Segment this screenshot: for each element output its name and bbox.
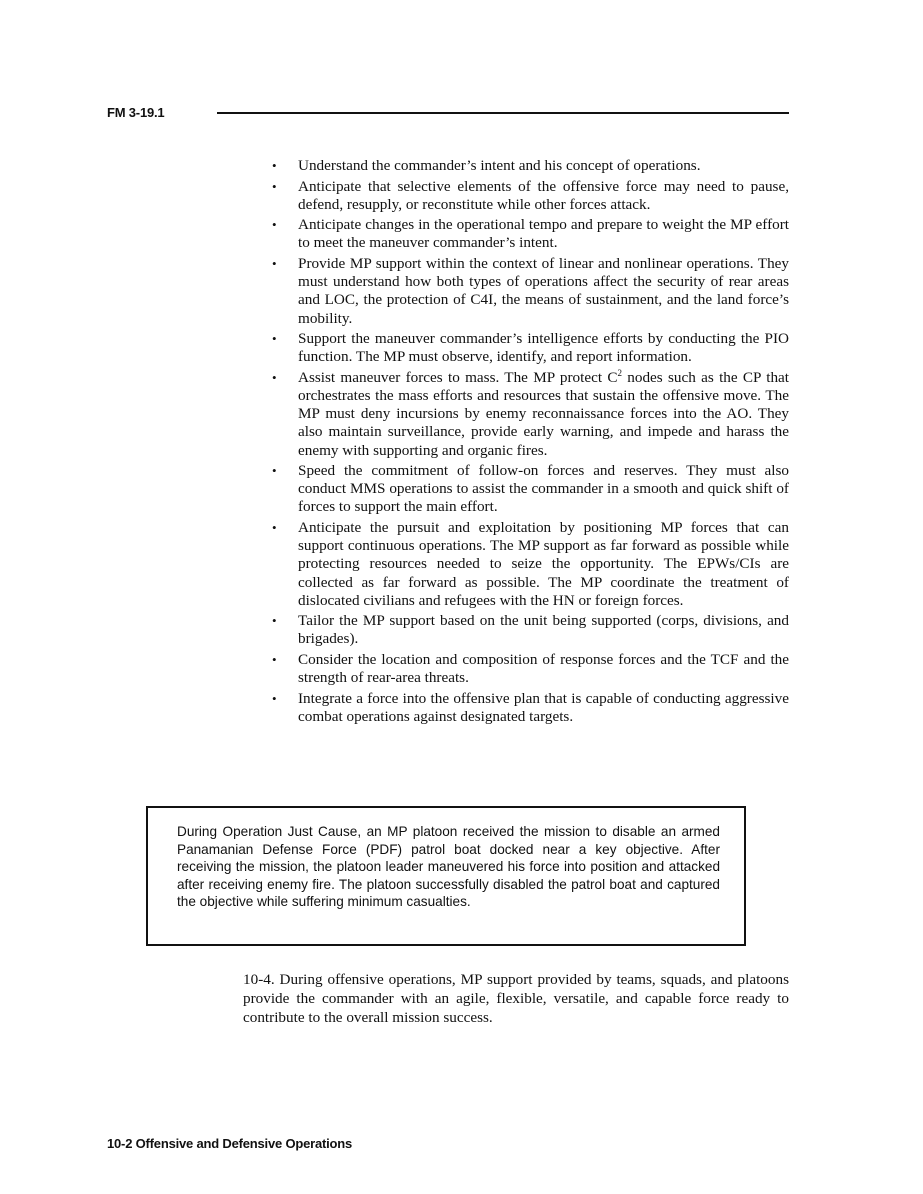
bullet-item [270,690,789,726]
page-header [107,105,789,123]
bullet-list [270,157,789,728]
bullet-text-after: nodes such as the CP that orchestrates the mass efforts and resources that sustain the offensive move. The MP must deny incursions by enemy reconnaissance forces into the AO. They also maintain surveillance, provide early warning, and impede and harass the enemy with supporting and organic fires. [298,368,789,459]
bullet-dot-icon: • [272,178,277,194]
bullet-text: Integrate a force into the offensive plan that is capable of conducting aggressive combat operations against designated targets. [298,689,789,725]
vignette-text: During Operation Just Cause, an MP platoon received the mission to disable an armed Panamanian Defense Force (PDF) patrol boat docked near a key objective. After receiving the mission, the platoon leader maneuvered his force into position and attacked after receiving enemy fire. The platoon successfully disabled the patrol boat and captured the objective while suffering minimum casualties. [177,824,720,910]
bullet-dot-icon: • [272,217,277,233]
paragraph-10-4: 10-4. During offensive operations, MP support provided by teams, squads, and platoons provide the commander with an agile, flexible, versatile, and capable force ready to contribute to the overall mission success. [243,971,789,1026]
bullet-text: Anticipate changes in the operational tempo and prepare to weight the MP effort to meet the maneuver commander’s intent. [298,216,789,252]
bullet-text: Anticipate that selective elements of the offensive force may need to pause, defend, resupply, or reconstitute while other forces attack. [298,177,789,213]
bullet-text: Anticipate the pursuit and exploitation by positioning MP forces that can support continuous operations. The MP support as far forward as possible while protecting resources needed to seize the opportunity. The EPWs/CIs are collected as far forward as possible. The MP coordinate the treatment of dislocated civilians and refugees with the HN or foreign forces. [298,518,789,609]
bullet-text: Provide MP support within the context of linear and nonlinear operations. They must understand how both types of operations affect the security of rear areas and LOC, the protection of C4I, the means of sustainment, and the land force’s mobility. [298,254,789,327]
bullet-item [270,462,789,517]
bullet-item [270,369,789,460]
bullet-dot-icon: • [272,463,277,479]
bullet-item [270,255,789,328]
bullet-text: Understand the commander’s intent and his concept of operations. [298,157,701,174]
document-id: FM 3-19.1 [107,105,165,120]
bullet-item [270,519,789,610]
bullet-text: Support the maneuver commander’s intelligence efforts by conducting the PIO function. The MP must observe, identify, and report information. [298,330,789,366]
bullet-dot-icon: • [272,158,277,173]
bullet-dot-icon: • [272,331,277,347]
bullet-item [270,157,789,175]
bullet-dot-icon: • [272,690,277,706]
header-rule [217,112,789,114]
bullet-item [270,178,789,214]
page-footer: 10-2 Offensive and Defensive Operations [107,1136,353,1151]
bullet-dot-icon: • [272,651,277,667]
vignette-box [146,806,746,946]
bullet-text: Tailor the MP support based on the unit being supported (corps, divisions, and brigades). [298,612,789,648]
bullet-dot-icon: • [272,255,277,271]
bullet-item [270,651,789,687]
bullet-dot-icon: • [272,519,277,535]
bullet-item [270,216,789,252]
bullet-dot-icon: • [272,613,277,629]
bullet-item [270,330,789,366]
bullet-text-before: Assist maneuver forces to mass. The MP protect C [298,368,618,386]
bullet-text: Consider the location and composition of response forces and the TCF and the strength of rear-area threats. [298,650,789,687]
superscript-2: 2 [617,367,622,378]
bullet-dot-icon: • [272,369,277,385]
bullet-item [270,612,789,648]
bullet-text: Speed the commitment of follow-on forces and reserves. They must also conduct MMS operations to assist the commander in a smooth and quick shift of forces to support the main effort. [298,462,789,516]
